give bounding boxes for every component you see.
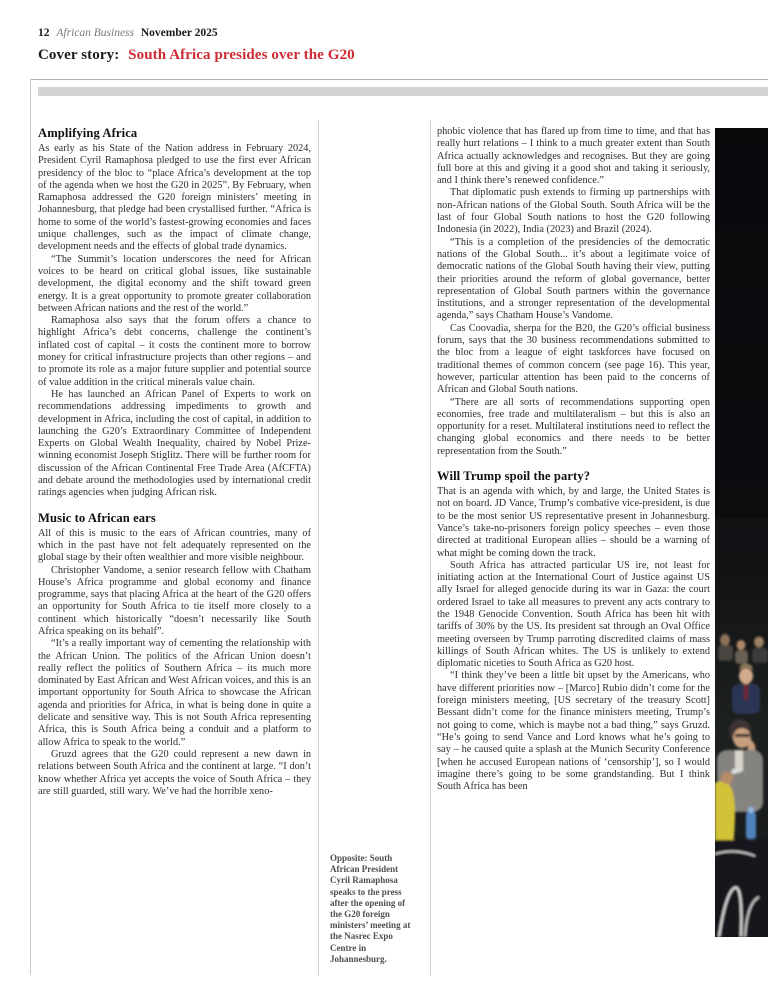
top-rule xyxy=(30,79,768,80)
issue-date: November 2025 xyxy=(140,27,218,39)
page-number: 12 xyxy=(38,27,50,39)
press-photo xyxy=(715,128,768,937)
article-paragraph: “I think they’ve been a little bit upset by the Americans, who have different priorities now – [Marco] Rubio didn’t come for the foreign ministers meeting, [US secretary of the treasury Scott] Bessant didn’t come for the finance ministers meeting, Trump’s not going to come, which is maybe not a bad thing,” says Gruzd. “He’s going to send Vance and Lord knows what he’s going to say – he caused quite a splash at the Munich Security Conference [when he accused European nations of ‘censorship’], so I would imagine there’s going to be some grandstanding. But I think South Africa has been xyxy=(437,670,710,793)
kicker-title: South Africa presides over the G20 xyxy=(128,47,355,63)
article-paragraph: Gruzd agrees that the G20 could represent a new dawn in relations between South Africa and the continent at large. “I don’t know whether Africa yet accepts the voice of South Africa – they are still guarded, still wary. We’ve had the horrible xeno- xyxy=(38,748,311,797)
article-paragraph: Cas Coovadia, sherpa for the B20, the G20’s official business forum, says that the 30 business recommendations submitted to the bloc from a league of eight taskforces have focused on traditional themes of common concern (see page 16). This year, however, particular attention has been paid to the concerns of African and Global South nations. xyxy=(437,322,710,396)
article-paragraph: That diplomatic push extends to firming up partnerships with non-African nations of the Global South. South Africa will be the last of four Global South nations to host the G20 following Indonesia (in 2022), India (2023) and Brazil (2024). xyxy=(437,187,710,236)
magazine-name: African Business xyxy=(56,27,134,39)
article-paragraph: “The Summit’s location underscores the need for African voices to be heard on critical global issues, like sustainable development, the digital economy and the shift toward green energy. It is a great opportunity to promote greater collaboration between African nations and the rest of the world.” xyxy=(38,253,311,314)
kicker-label: Cover story: xyxy=(38,47,120,63)
section-music-to-african-ears xyxy=(38,511,311,799)
page-folio xyxy=(38,27,218,39)
article-paragraph: South Africa has attracted particular US ire, not least for initiating action at the International Court of Justice against US ally Israel for alleged genocide during its war in Gaza: the court ordered Israel to take all measures to prevent any acts contrary to the 1948 Genocide Convention. South Africa has been hit with tariffs of 30% by the US. Its president sat through an Oval Office meeting overseen by Trump parroting discredited claims of mass killings of South African whites. The US is unlikely to extend diplomatic niceties to South Africa as G20 host. xyxy=(437,559,710,670)
article-column-2 xyxy=(437,126,710,972)
article-paragraph: All of this is music to the ears of African countries, many of which in the past have not felt adequately represented on the global stage by their often wealthier and more visible neighbour. xyxy=(38,527,311,564)
photo-vignette xyxy=(715,128,768,518)
section-continuation xyxy=(437,126,710,458)
article-paragraph: As early as his State of the Nation address in February 2024, President Cyril Ramaphosa pledged to use the first ever African presidency of the bloc to “place Africa’s development at the top of the agenda when we host the G20 in 2025”. By February, when Ramaphosa addressed the G20 foreign ministers’ meeting in Johannesburg, that pledge had been crystallised further. “Africa is home to some of the world’s fastest-growing economies and faces unique challenges, such as the impact of climate change, development needs and the effects of global trade dynamics. xyxy=(38,143,311,253)
photo-caption: Opposite: South African President Cyril Ramaphosa speaks to the press after the opening of the G20 foreign ministers’ meeting at the Nasrec Expo Centre in Johannesburg. xyxy=(330,853,411,964)
article-paragraph: That is an agenda with which, by and large, the United States is not on board. JD Vance, Trump’s combative vice-president, is due to be the most senior US representative present in Johannesburg. Vance’s take-no-prisoners foreign policy speeches – even those directed at traditional European allies – should be a warning of what might be coming down the track. xyxy=(437,486,710,559)
article-paragraph: “It’s a really important way of cementing the relationship with the African Union. The politics of the African Union doesn’t really reflect the politics of Southern Africa – its much more dominated by East African and West African voices, and this is an important opportunity for South Africa to showcase the African agenda and priorities for Africa, in what is being done in quite a delicate and sensitive way. This is not South Africa representing Africa, this is South Africa being a conduit and a platform to allow Africa to speak to the world.” xyxy=(38,638,311,748)
article-column-1 xyxy=(38,126,311,972)
column-divider-1 xyxy=(318,120,319,976)
article-paragraph: “There are all sorts of recommendations supporting open economies, free trade and multilateralism – but this is also an opportunity for a reset. Multilateral institutions need to reflect the changing global economics and there needs to be better representation from the South.” xyxy=(437,396,710,457)
article-paragraph: He has launched an African Panel of Experts to work on recommendations addressing impediments to growth and development in Africa, including the cost of capital, in addition to launching the G20’s Extraordinary Committee of Independent Experts on Global Wealth Inequality, chaired by Nobel Prize-winning economist Joseph Stiglitz. There will be further room for discussion of the African Continental Free Trade Area (AfCFTA) and debate around the methodologies used by international credit ratings agencies when judging African risk. xyxy=(38,388,311,499)
top-gray-bar xyxy=(38,87,768,96)
article-paragraph: Christopher Vandome, a senior research fellow with Chatham House’s Africa programme and global economy and finance programme, says that placing Africa at the heart of the G20 offers an opportunity for South Africa to tie itself more closely to a continent which historically “doesn’t necessarily like South Africa speaking on its behalf”. xyxy=(38,564,311,637)
article-paragraph: “This is a completion of the presidencies of the democratic nations of the Global South... it’s about a legitimate voice of democratic nations of the Global South having their view, putting their priorities around the reform of global governance, better representation of Global South partners within the governance institutions, and a stronger representation of the developmental agenda,” says Chatham House’s Vandome. xyxy=(437,236,710,322)
section-will-trump-spoil-the-party xyxy=(437,469,710,793)
section-amplifying-africa xyxy=(38,126,311,500)
section-heading: Will Trump spoil the party? xyxy=(437,469,591,484)
article-paragraph: Ramaphosa also says that the forum offers a chance to highlight Africa’s debt concerns, challenge the continent’s inflated cost of capital – it costs the continent more to borrow money for critical infrastructure projects than other regions – and to promote its role as a major future supplier and potential source of value addition in the critical minerals value chain. xyxy=(38,315,311,388)
press-photo-graphic xyxy=(715,128,768,937)
left-rule xyxy=(30,79,31,975)
section-heading: Music to African ears xyxy=(38,510,156,525)
column-divider-2 xyxy=(430,120,431,976)
section-heading: Amplifying Africa xyxy=(38,126,138,140)
article-paragraph: phobic violence that has flared up from time to time, and that has really hurt relations – I think to a much greater extent than South Africa actually acknowledges and recognises. But they are going full bore at this and giving it a good shot and taking it seriously, and I think there’s renewed confidence.” xyxy=(437,126,710,187)
cover-story-kicker xyxy=(38,47,355,64)
